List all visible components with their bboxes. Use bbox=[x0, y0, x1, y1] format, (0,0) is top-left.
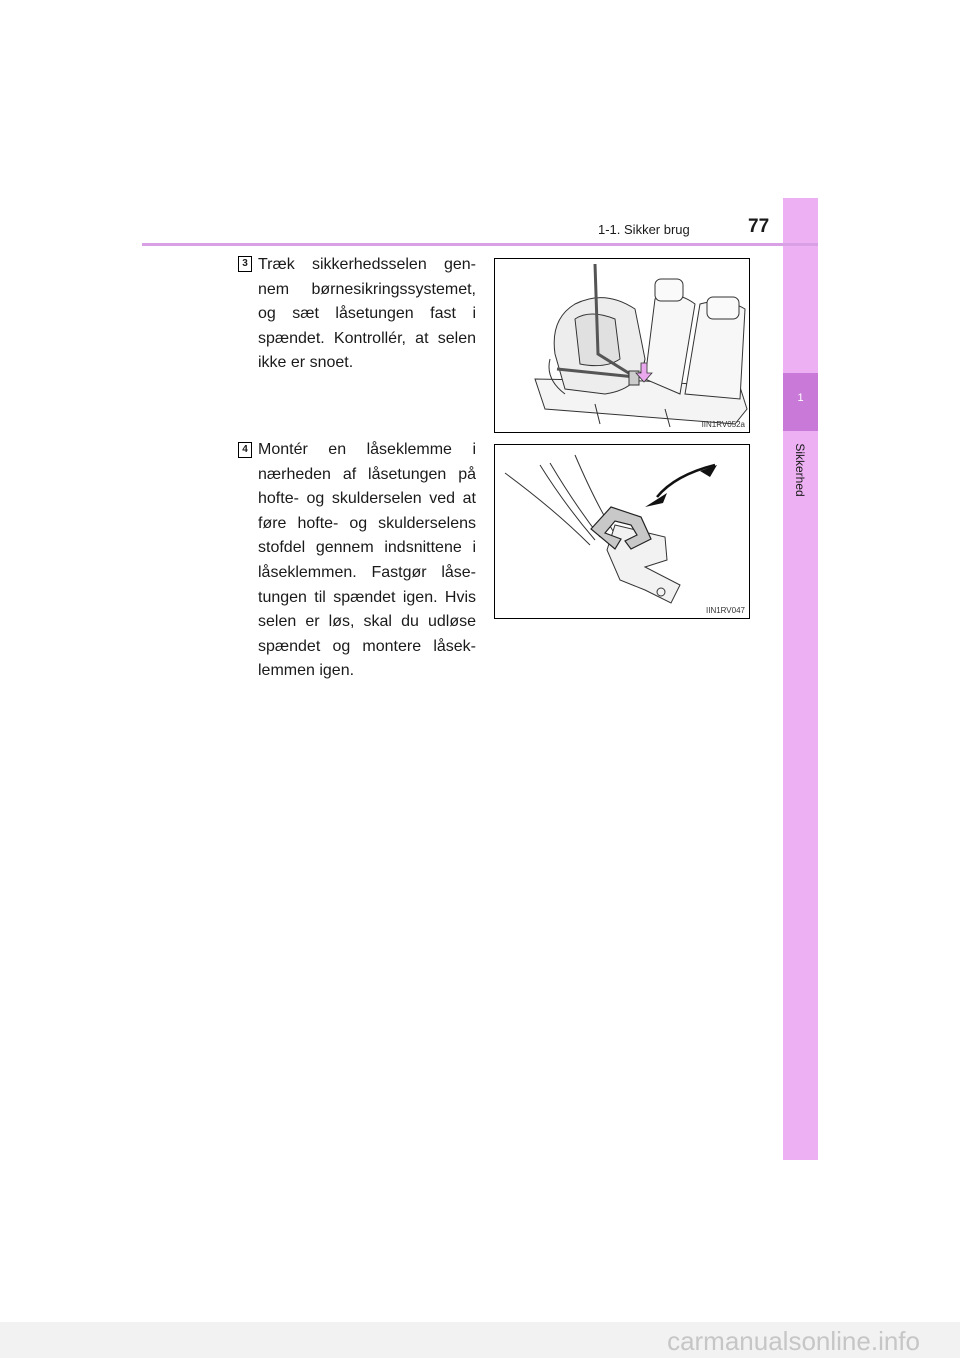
child-seat-drawing bbox=[495, 259, 749, 432]
header-rule bbox=[142, 243, 818, 246]
locking-clip-drawing bbox=[495, 445, 749, 618]
chapter-side-tab bbox=[783, 198, 818, 1160]
chapter-label: Sikkerhed bbox=[793, 443, 807, 497]
step-number-badge: 3 bbox=[238, 256, 252, 272]
chapter-number: 1 bbox=[797, 392, 804, 404]
locking-clip-illustration bbox=[494, 444, 750, 619]
child-seat-belt-illustration bbox=[494, 258, 750, 433]
figure-code: IIN1RV052a bbox=[701, 420, 745, 429]
figure-code: IIN1RV047 bbox=[706, 606, 745, 615]
step-number-badge: 4 bbox=[238, 442, 252, 458]
watermark-text[interactable]: carmanualsonline.info bbox=[667, 1326, 920, 1356]
step-instruction-text: Træk sikkerhedsselen gen-nem børnesikringssystemet, og sæt låsetungen fast i spændet. Kontrollér, at selen ikke er snoet. bbox=[258, 256, 476, 372]
page-number: 77 bbox=[748, 216, 770, 237]
section-title: 1-1. Sikker brug bbox=[598, 222, 690, 237]
step-instruction-text: Montér en låseklemme i nærheden af låsetungen på hofte- og skulderselen ved at føre hofte- og skulderselens stofdel gennem indsnittene i låseklemmen. Fastgør låse-tungen til spændet igen. Hvis selen er løs, skal du udløse spændet og montere låsek-lemmen igen. bbox=[258, 441, 476, 680]
